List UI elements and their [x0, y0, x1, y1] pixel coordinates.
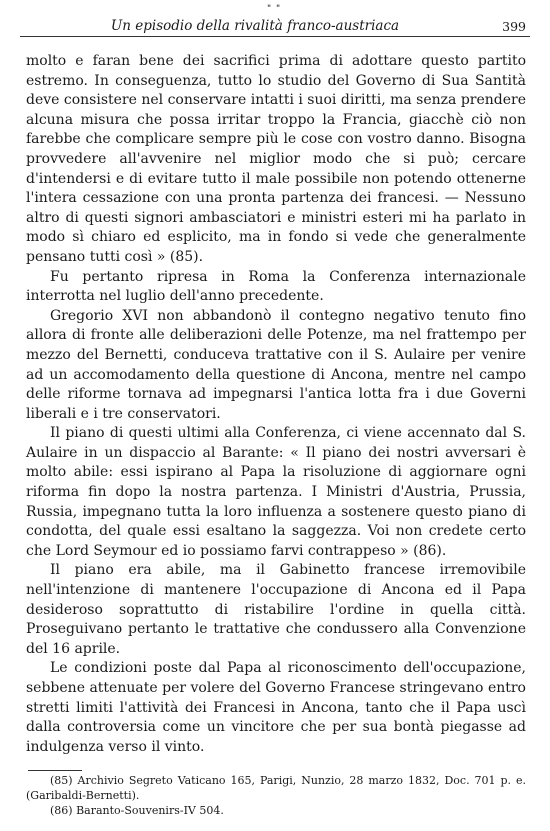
paragraph-6: Le condizioni poste dal Papa al riconoscimento dell'occupazione, sebbene attenuate per volere del Governo Francese stringevano entro stretti limiti l'attività dei Francesi in Ancona, tanto che il Papa uscì dalla controversia come un vincitore che per sua bontà piegasse ad indulgenza verso il vinto. — [26, 660, 526, 755]
paragraph-5: Il piano era abile, ma il Gabinetto francese irremovibile nell'intenzione di mantenere l'occupazione di Ancona ed il Papa desideroso soprattutto di ristabilire l'ordine in quella città. Proseguivano pertanto le trattative che condussero alla Convenzione del 16 aprile. — [26, 562, 526, 657]
page-header — [20, 4, 530, 36]
paragraph-1: molto e faran bene dei sacrifici prima di adottare questo partito estremo. In conseguenza, tutto lo studio del Governo di Sua Santità deve consistere nel conservare intatti i suoi diritti, ma senza prendere alcuna misura che possa irritar troppo la Francia, giacchè ciò non farebbe che complicare sempre più le cose con vostro danno. Bisogna provvedere all'avvenire nel miglior modo che si può; cercare d'intendersi e di evitare tutto il male possibile non potendo ottenerne l'intera cessazione con una pronta partenza dei francesi. — Nessuno altro di questi signori ambasciatori e ministri esteri mi ha parlato in modo sì chiaro ed esplicito, ma in fondo si vede che generalmente pensano tutti così » (85). — [26, 53, 527, 265]
footnotes — [26, 773, 526, 818]
footnote-85: (85) Archivio Segreto Vaticano 165, Parigi, Nunzio, 28 marzo 1832, Doc. 701 p. e. (Garibaldi-Bernetti). — [26, 774, 526, 802]
print-marks: " " — [267, 4, 282, 14]
running-title: Un episodio della rivalità franco-austriaca — [110, 18, 400, 34]
paragraph-3: Gregorio XVI non abbandonò il contegno negativo tenuto fino allora di fronte alle deliberazioni delle Potenze, ma nel frattempo per mezzo del Bernetti, conduceva trattative con il S. Aulaire per venire ad un accomodamento della questione di Ancona, mentre nel campo delle riforme tornava ad impegnarsi l'antica lotta fra i due Governi liberali e i tre conservatori. — [26, 307, 526, 422]
body-text — [26, 52, 526, 757]
header-rule — [20, 36, 530, 37]
footnote-rule — [28, 770, 82, 771]
page-number: 399 — [502, 19, 526, 34]
paragraph-4: Il piano di questi ultimi alla Conferenza, ci viene accennato dal S. Aulaire in un dispaccio al Barante: « Il piano dei nostri avversari è molto abile: essi ispirano al Papa la risoluzione di aggiornare ogni riforma fin dopo la nostra partenza. I Ministri d'Austria, Prussia, Russia, impegnano tutta la loro influenza a sostenere questo piano di condotta, del quale essi esaltano la saggezza. Voi non credete certo che Lord Seymour ed io possiamo farvi contrappeso » (86). — [26, 425, 526, 559]
paragraph-2: Fu pertanto ripresa in Roma la Conferenza internazionale interrotta nel luglio dell'anno precedente. — [26, 268, 526, 305]
footnote-86: (86) Baranto-Souvenirs-IV 504. — [50, 804, 224, 817]
